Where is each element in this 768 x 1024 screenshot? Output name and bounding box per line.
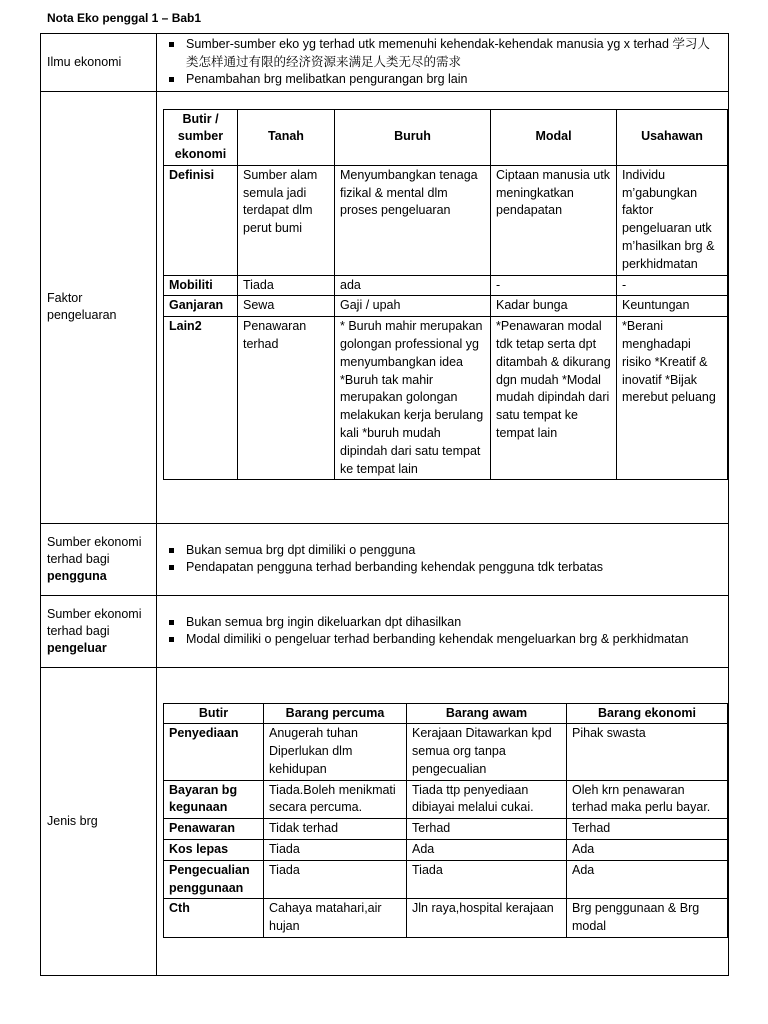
bullet-item: Modal dimiliki o pengeluar terhad berbanding kehendak mengeluarkan brg & perkhidmatan [167,631,722,649]
faktor-row [164,317,728,480]
bullet-item: Pendapatan pengguna terhad berbanding kehendak pengguna tdk terbatas [167,559,722,577]
jenis-table [163,703,728,939]
row-faktor-pengeluaran [41,91,729,523]
faktor-header: Tanah [238,109,335,165]
row-pengeluar [41,595,729,667]
jenis-header: Barang ekonomi [567,703,728,724]
faktor-cell: * Buruh mahir merupakan golongan professional yg menyumbangkan idea *Buruh tak mahir merupakan golongan melakukan kerja berulang kali *buruh mudah dipindah dari satu tempat ke tempat lain [335,317,491,480]
row-jenis-brg [41,667,729,975]
jenis-cell: Tiada ttp penyediaan dibiayai melalui cukai. [407,780,567,819]
row-ilmu-ekonomi [41,34,729,92]
label-text: Sumber ekonomi terhad bagi [47,606,142,638]
notes-table [40,33,729,976]
content-pengguna [157,523,729,595]
faktor-header: Modal [491,109,617,165]
jenis-row [164,724,728,780]
jenis-row-header: Penawaran [164,819,264,840]
jenis-row [164,840,728,861]
jenis-header: Barang percuma [264,703,407,724]
faktor-cell: *Penawaran modal tdk tetap serta dpt ditambah & dikurang dgn mudah *Modal mudah dipindah dari satu tempat ke tempat lain [491,317,617,480]
faktor-cell: Menyumbangkan tenaga fizikal & mental dlm proses pengeluaran [335,165,491,275]
jenis-cell: Tidak terhad [264,819,407,840]
faktor-header: Usahawan [617,109,728,165]
jenis-cell: Ada [567,840,728,861]
bullets-pengguna [157,540,728,579]
jenis-cell: Brg penggunaan & Brg modal [567,899,728,938]
faktor-cell: Ciptaan manusia utk meningkatkan pendapatan [491,165,617,275]
faktor-row [164,165,728,275]
faktor-cell: - [617,275,728,296]
faktor-row-header: Lain2 [164,317,238,480]
jenis-row [164,819,728,840]
jenis-cell: Tiada [264,840,407,861]
content-pengeluar [157,595,729,667]
jenis-header: Butir [164,703,264,724]
jenis-cell: Kerajaan Ditawarkan kpd semua org tanpa pengecualian [407,724,567,780]
jenis-cell: Cahaya matahari,air hujan [264,899,407,938]
jenis-cell: Terhad [567,819,728,840]
faktor-cell: ada [335,275,491,296]
jenis-row [164,860,728,899]
faktor-row [164,275,728,296]
document-title: Nota Eko penggal 1 – Bab1 [47,11,202,25]
bullet-item: Penambahan brg melibatkan pengurangan brg lain [167,71,722,89]
faktor-cell: Tiada [238,275,335,296]
jenis-row-header: Pengecualian penggunaan [164,860,264,899]
jenis-header-row [164,703,728,724]
faktor-table [163,109,728,481]
jenis-cell: Tiada [407,860,567,899]
faktor-cell: Individu m’gabungkan faktor pengeluaran utk m’hasilkan brg & perkhidmatan [617,165,728,275]
faktor-row-header: Definisi [164,165,238,275]
faktor-cell: Sumber alam semula jadi terdapat dlm perut bumi [238,165,335,275]
faktor-cell: Gaji / upah [335,296,491,317]
bullet-item: Bukan semua brg dpt dimiliki o pengguna [167,542,722,560]
jenis-cell: Anugerah tuhan Diperlukan dlm kehidupan [264,724,407,780]
faktor-cell: Penawaran terhad [238,317,335,480]
label-pengeluar [41,595,157,667]
faktor-cell: *Berani menghadapi risiko *Kreatif & inovatif *Bijak merebut peluang [617,317,728,480]
faktor-row-header: Mobiliti [164,275,238,296]
label-bold: pengeluar [47,640,107,655]
faktor-header: Buruh [335,109,491,165]
label-text: Sumber ekonomi terhad bagi [47,534,142,566]
bullet-item: Bukan semua brg ingin dikeluarkan dpt dihasilkan [167,614,722,632]
bullet-item: Sumber-sumber eko yg terhad utk memenuhi kehendak-kehendak manusia yg x terhad 学习人类怎样通过有限的经济资源来满足人类无尽的需求 [167,36,722,71]
jenis-row-header: Bayaran bg kegunaan [164,780,264,819]
faktor-cell: Sewa [238,296,335,317]
content-faktor-pengeluaran [157,91,729,523]
jenis-row-header: Kos lepas [164,840,264,861]
jenis-row-header: Cth [164,899,264,938]
faktor-cell: - [491,275,617,296]
faktor-cell: Kadar bunga [491,296,617,317]
faktor-header: Butir / sumber ekonomi [164,109,238,165]
content-jenis-brg [157,667,729,975]
jenis-row-header: Penyediaan [164,724,264,780]
content-ilmu-ekonomi [157,34,729,92]
label-ilmu-ekonomi: Ilmu ekonomi [41,34,157,92]
faktor-row-header: Ganjaran [164,296,238,317]
jenis-cell: Tiada.Boleh menikmati secara percuma. [264,780,407,819]
jenis-cell: Ada [567,860,728,899]
label-jenis-brg: Jenis brg [41,667,157,975]
jenis-row [164,780,728,819]
jenis-cell: Tiada [264,860,407,899]
label-bold: pengguna [47,568,107,583]
faktor-header-row [164,109,728,165]
jenis-row [164,899,728,938]
jenis-cell: Terhad [407,819,567,840]
faktor-row [164,296,728,317]
faktor-cell: Keuntungan [617,296,728,317]
label-faktor-pengeluaran: Faktor pengeluaran [41,91,157,523]
label-pengguna [41,523,157,595]
jenis-cell: Jln raya,hospital kerajaan [407,899,567,938]
jenis-cell: Oleh krn penawaran terhad maka perlu bayar. [567,780,728,819]
jenis-cell: Pihak swasta [567,724,728,780]
jenis-header: Barang awam [407,703,567,724]
bullets-ilmu-ekonomi [157,34,728,91]
jenis-cell: Ada [407,840,567,861]
row-pengguna [41,523,729,595]
bullets-pengeluar [157,612,728,651]
